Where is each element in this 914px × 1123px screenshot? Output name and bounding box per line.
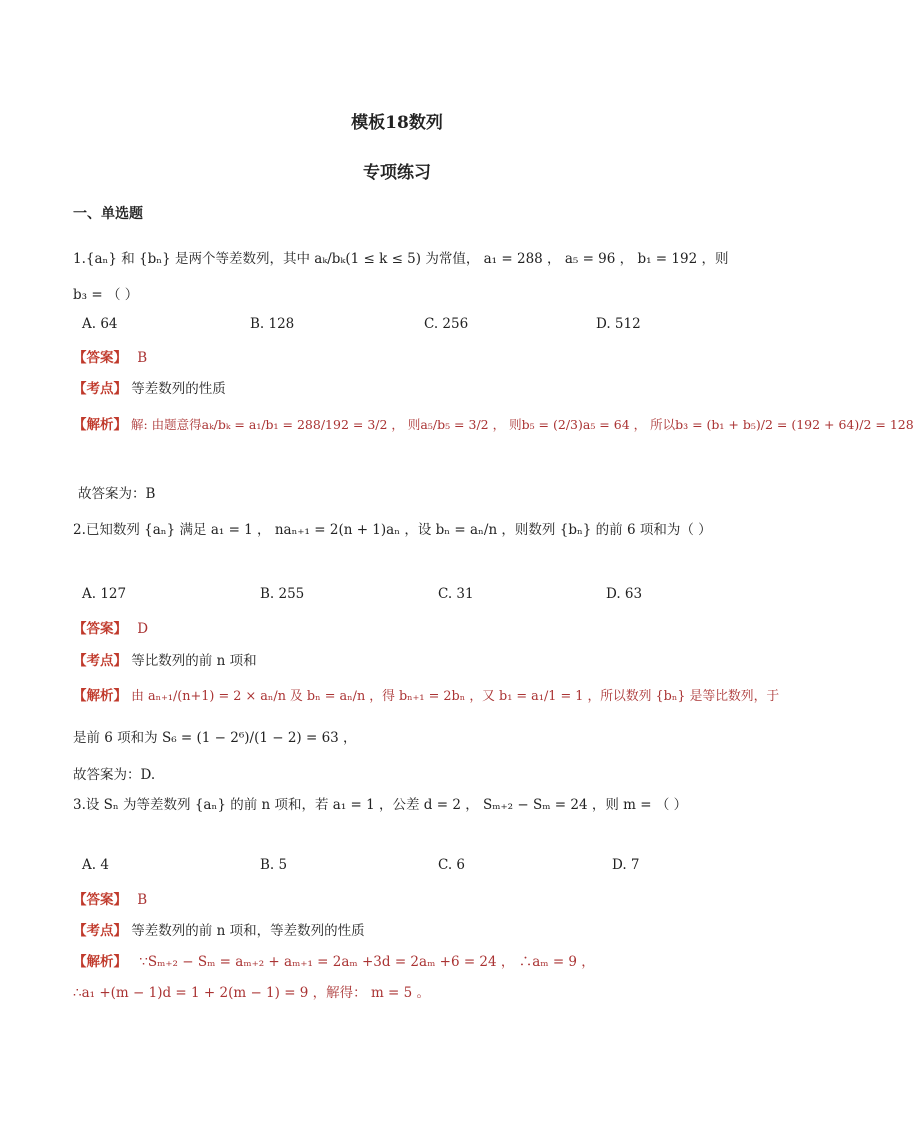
analysis-row xyxy=(73,950,595,970)
analysis-conclusion: 故答案为：B xyxy=(78,486,156,502)
option-d: D. 7 xyxy=(612,857,640,873)
analysis-label: 【解析】 xyxy=(73,954,127,970)
point-row xyxy=(73,919,365,939)
question-stem: 1.{aₙ} 和 {bₙ} 是两个等差数列，其中 aₖ/bₖ(1 ≤ k ≤ 5) 为常值， a₁ = 288 ， a₅ = 96 ， b₁ = 192 ，则 xyxy=(73,251,729,267)
analysis-row xyxy=(73,684,779,704)
point-label: 【考点】 xyxy=(73,653,127,669)
option-c: C. 31 xyxy=(438,586,474,602)
question-stem-cont: b₃ = （ ） xyxy=(73,287,139,303)
option-a: A. 127 xyxy=(82,586,127,602)
answer-value: B xyxy=(137,892,148,908)
option-b: B. 255 xyxy=(260,586,305,602)
analysis-text-cont: 是前 6 项和为 S₆ = (1 − 2⁶)/(1 − 2) = 63 ， xyxy=(73,730,357,746)
option-c: C. 256 xyxy=(424,316,469,332)
page-title: 模板18数列 xyxy=(351,113,443,133)
point-value: 等差数列的前 n 项和，等差数列的性质 xyxy=(131,923,365,939)
page-subtitle: 专项练习 xyxy=(363,163,431,183)
analysis-row xyxy=(73,413,914,433)
analysis-label: 【解析】 xyxy=(73,417,127,433)
answer-value: D xyxy=(137,621,149,637)
answer-row xyxy=(73,346,147,366)
option-d: D. 63 xyxy=(606,586,643,602)
option-a: A. 64 xyxy=(82,316,118,332)
option-a: A. 4 xyxy=(82,857,109,873)
answer-row xyxy=(73,617,148,637)
point-value: 等比数列的前 n 项和 xyxy=(131,653,257,669)
point-row xyxy=(73,377,226,397)
answer-label: 【答案】 xyxy=(73,892,127,908)
question-stem: 3.设 Sₙ 为等差数列 {aₙ} 的前 n 项和，若 a₁ = 1 ，公差 d = 2 ， Sₘ₊₂ − Sₘ = 24 ，则 m = （ ） xyxy=(73,797,688,813)
point-row xyxy=(73,649,257,669)
option-b: B. 5 xyxy=(260,857,288,873)
analysis-text: ∵Sₘ₊₂ − Sₘ = aₘ₊₂ + aₘ₊₁ = 2aₘ +3d = 2aₘ +6 = 24 ， ∴aₘ = 9 ， xyxy=(139,954,595,970)
answer-label: 【答案】 xyxy=(73,350,127,366)
analysis-label: 【解析】 xyxy=(73,688,127,704)
point-label: 【考点】 xyxy=(73,381,127,397)
point-value: 等差数列的性质 xyxy=(131,381,226,397)
analysis-conclusion: 故答案为：D. xyxy=(73,767,156,783)
analysis-text: 解: 由题意得aₖ/bₖ = a₁/b₁ = 288/192 = 3/2 ， 则a₅/b₅ = 3/2 ， 则b₅ = (2/3)a₅ = 64 ， 所以b₃ = (b₁ + b₅)/2 = (192 + 64)/2 = 128 xyxy=(130,417,914,432)
analysis-text-cont: ∴a₁ +(m − 1)d = 1 + 2(m − 1) = 9 ，解得： m = 5 。 xyxy=(73,985,431,1001)
point-label: 【考点】 xyxy=(73,923,127,939)
answer-value: B xyxy=(137,350,148,366)
option-d: D. 512 xyxy=(596,316,641,332)
section-heading: 一、单选题 xyxy=(73,206,143,222)
option-b: B. 128 xyxy=(250,316,295,332)
question-stem: 2.已知数列 {aₙ} 满足 a₁ = 1 ， naₙ₊₁ = 2(n + 1)aₙ ，设 bₙ = aₙ/n ，则数列 {bₙ} 的前 6 项和为（ ） xyxy=(73,522,712,538)
analysis-text: 由 aₙ₊₁/(n+1) = 2 × aₙ/n 及 bₙ = aₙ/n ，得 bₙ₊₁ = 2bₙ ，又 b₁ = a₁/1 = 1 ，所以数列 {bₙ} 是等比数列，于 xyxy=(131,689,780,704)
option-c: C. 6 xyxy=(438,857,466,873)
answer-row xyxy=(73,888,147,908)
answer-label: 【答案】 xyxy=(73,621,127,637)
